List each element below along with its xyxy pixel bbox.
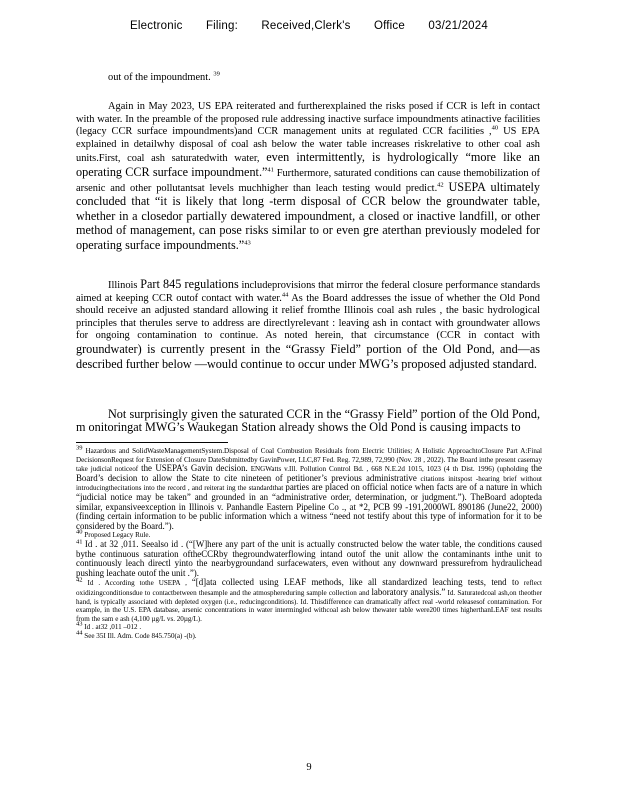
lead-text: out of the impoundment. bbox=[108, 72, 211, 83]
para2-b: Part 845 regulations bbox=[140, 277, 239, 291]
para1-d: Furthermore, saturated conditions can cause themobilization of arsenic and other pollutantsat levels muchhigher than leach testing would predict. bbox=[76, 167, 540, 194]
header-electronic: Electronic bbox=[130, 20, 183, 32]
footnote-ref-41: 41 bbox=[267, 166, 274, 174]
para2-a: Illinois bbox=[108, 280, 138, 291]
footnote-39-c: ENGWatts v.Ill. Pollution Control Bd. , 668 N.E.2d 1015, 1023 (4 th Dist. 1996) (upholding bbox=[250, 465, 529, 474]
paragraph-grassy-field bbox=[76, 408, 540, 433]
para1-b: US EPA explained in detailwhy disposal of coal ash below the water table increases riskrelative to other coal ash units.First, coal ash saturatedwith water, bbox=[76, 126, 540, 165]
page-number: 9 bbox=[306, 762, 312, 773]
filing-header bbox=[0, 20, 618, 32]
footnote-42-a: Id . According tothe USEPA , bbox=[87, 579, 187, 588]
footnote-39 bbox=[76, 444, 543, 531]
footnote-42-c: reflect oxidizingconditionsdue to contactbetween thesample and the atmosphereduring sample collection and bbox=[76, 579, 543, 597]
footnote-ref-43: 43 bbox=[244, 239, 251, 247]
header-office: Office bbox=[373, 20, 405, 32]
footnote-42 bbox=[76, 578, 542, 623]
header-date: 03/21/2024 bbox=[428, 20, 488, 32]
para3-a: Not surprisingly given the saturated CCR in the “Grassy Field” portion of the Old Pond, bbox=[108, 407, 540, 421]
footnote-40-a: Proposed Legacy Rule. bbox=[84, 531, 151, 540]
para2-d: As the Board addresses the issue of whether the Old Pond should receive an adjusted standard allowing it relief fromthe Illinois coal ash rules , the basic hydrological principles that therules serve to address are directlyrelevant : leaving ash in contact with groundwater allows for ongoing contamination to continue. As noted herein, that circumstance (CCR in contact with bbox=[76, 292, 541, 342]
footnote-39-f: parties are placed on official notice when facts are of a nature in which “judicial notice may be taken” and grounded in an “administrative order, determination, or judgment.”). TheBoard adopteda similar, expansiveexception in Illinois v. Panhandle Eastern Pipeline Co ., at *2, PCB 99 -191,2000WL 890186 (June22, 2000) (finding certain information to be public information which a witness “need not testify about this type of information for it to be considered by the Board.”). bbox=[76, 482, 542, 531]
para2-c: includeprovisions that mirror the federal closure performance standards aimed at keeping CCR outof contact with water. bbox=[76, 280, 540, 304]
footnote-39-b: the USEPA’s Gavin decision. bbox=[141, 463, 248, 474]
footnote-ref-42: 42 bbox=[437, 181, 444, 189]
footnotes bbox=[76, 444, 543, 640]
footnote-ref-44: 44 bbox=[281, 291, 289, 299]
para2-e: groundwater) is currently present in the “Grassy Field” portion of the Old Pond, and—as described further below —would continue to occur under MWG’s proposed adjusted standard. bbox=[76, 341, 540, 371]
footnote-divider bbox=[76, 442, 228, 443]
lead-line bbox=[108, 72, 548, 85]
para1-c: even intermittently, is hydrologically “more like an operating CCR surface impoundment.” bbox=[76, 150, 540, 179]
paragraph-illinois-845 bbox=[76, 278, 540, 372]
para3-b: m onitoringat MWG’s Waukegan Station already shows the Old Pond is causing impacts to bbox=[76, 419, 521, 434]
footnote-39-d: the Board’s decision to allow the State to cite nineteen of petitioner’s previous administrative bbox=[76, 463, 542, 483]
footnote-ref-39: 39 bbox=[213, 70, 220, 78]
footnote-43 bbox=[76, 620, 542, 632]
footnote-label: 41 bbox=[76, 538, 83, 546]
footnote-42-e: Id. Saturatedcoal ash,on theother hand, is typically associated with depleted oxygen (i.e., reducingconditions). Id. Thisdifference can dramatically affect real -world releasesof contamination. For example, in the U.S. EPA database, arsenic concentrations in water intermingled withcoal ash below thewater table were200 times higherthanLEAF test results from the sam e ash (4,100 µg/L vs. 20µg/L). bbox=[76, 588, 542, 623]
footnote-44 bbox=[76, 629, 542, 641]
footnote-42-d: laboratory analysis.” bbox=[371, 586, 446, 597]
footnote-43-a: Id . at32 ,011 –012 . bbox=[84, 623, 142, 632]
footnote-label: 40 bbox=[76, 528, 83, 536]
footnote-42-b: “[d]ata collected using LEAF methods, like all standardized leaching tests, tend to bbox=[191, 577, 519, 588]
footnote-44-a: See 35I Ill. Adm. Code 845.750(a) -(b). bbox=[84, 631, 197, 640]
footnote-ref-40: 40 bbox=[491, 124, 499, 132]
header-filing: Filing: bbox=[205, 20, 239, 32]
footnote-label: 39 bbox=[76, 444, 83, 452]
para1-a: Again in May 2023, US EPA reiterated and furtherexplained the risks posed if CCR is left in contact with water. In the preamble of the proposed rule addressing inactive surface impoundments atinactive facilities (legacy CCR surface impoundments)and CCR management units at regulated CCR facilities , bbox=[76, 101, 540, 138]
footnote-label: 42 bbox=[76, 576, 83, 584]
footnote-39-a: Hazardous and SolidWasteManagementSystem.Disposal of Coal Combustion Residuals from Electric Utilities; A Holistic ApproachtoClosure Part A:Final DecisionsonRequest for Extension of Closure DateSubmittedby GavinPower, LLC,87 Fed. Reg. 72,989, 72,990 (Nov. 28 , 2022). The Board inthe present casemay take judicial noticeof bbox=[76, 447, 542, 474]
footnote-41-a: Id . at 32 ,011. Seealso id . (“[W]here any part of the unit is actually constructed below the water table, the conditions caused bythe continuous saturation oftheCCRby thegroundwaterflowing intand outof the unit allow the contaminants inthe unit to continuously leach directl yinto the nearbygroundand surfacewaters, even without any downward pressurefrom hydraulichead pushing leachate outof the unit .”). bbox=[76, 538, 542, 578]
footnote-label: 43 bbox=[76, 620, 83, 628]
paragraph-epa-2023 bbox=[76, 101, 540, 254]
footnote-41 bbox=[76, 540, 542, 578]
footnote-39-e: citations initspost -hearing brief without introducingthecitations into the record , and reiterat ing the standardthat bbox=[76, 474, 543, 493]
footnote-label: 44 bbox=[76, 629, 83, 637]
header-received: Received,Clerk's bbox=[261, 20, 351, 32]
para1-e: USEPA ultimately concluded that “it is likely that long -term disposal of CCR below the groundwater table, whether in a closedor partially dewatered impoundment, a closed or inactive landfill, or other method of management, can pose risks similar to or even gre aterthan previously modeled for operating surface impoundments.” bbox=[76, 179, 540, 252]
